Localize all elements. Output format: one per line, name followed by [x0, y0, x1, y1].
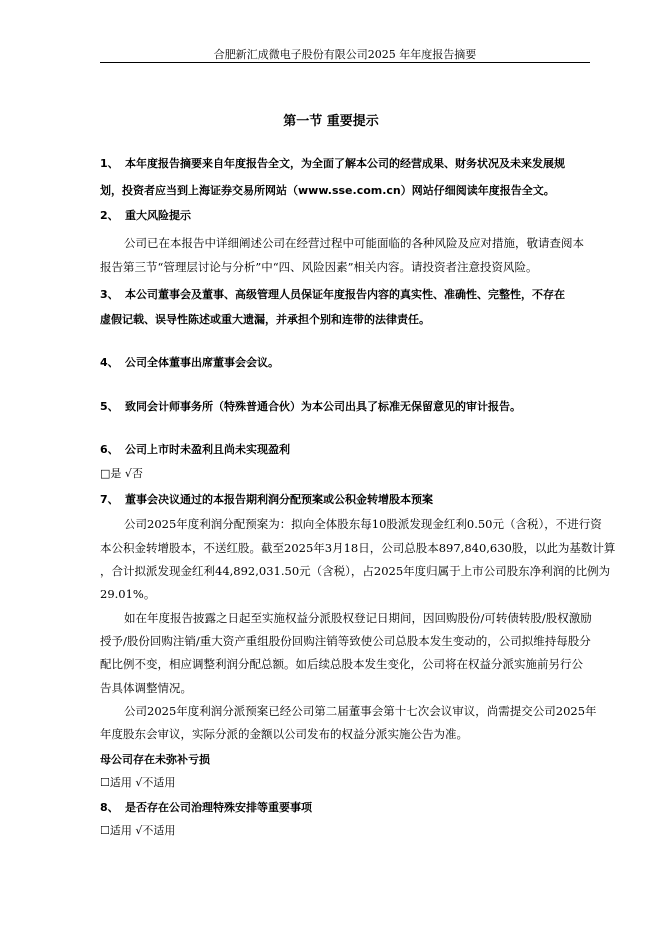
item-6-options: □是 √否 — [100, 467, 143, 480]
item-1-text-1: 本年度报告摘要来自年度报告全文，为全面了解本公司的经营成果、财务状况及未来发展规 — [125, 157, 565, 170]
item-7-p2-line-3: 配比例不变，相应调整利润分配总额。如后续总股本发生变化，公司将在权益分派实施前另行公 — [100, 657, 583, 671]
item-2-para-line-1: 公司已在本报告中详细阐述公司在经营过程中可能面临的各种风险及应对措施，敬请查阅本 — [124, 236, 584, 250]
item-6-heading — [100, 442, 290, 458]
item-4 — [100, 355, 279, 371]
item-5-text: 致同会计师事务所（特殊普通合伙）为本公司出具了标准无保留意见的审计报告。 — [125, 400, 521, 413]
item-8-options: ☐适用 √不适用 — [100, 824, 176, 837]
parent-deficit-title: 母公司存在未弥补亏损 — [100, 753, 210, 766]
parent-deficit-options: ☐适用 √不适用 — [100, 776, 176, 789]
item-1-line-1 — [100, 156, 565, 172]
item-1-number: 1、 — [100, 157, 119, 170]
page-header: 合肥新汇成微电子股份有限公司2025 年年度报告摘要 — [213, 48, 477, 61]
item-7-title: 董事会决议通过的本报告期利润分配预案或公积金转增股本预案 — [125, 493, 433, 506]
item-8-title: 是否存在公司治理特殊安排等重要事项 — [125, 801, 312, 814]
header-rule — [100, 62, 590, 63]
item-7-p3-line-1: 公司2025年度利润分派预案已经公司第二届董事会第十七次会议审议，尚需提交公司2025年 — [124, 704, 597, 718]
item-7-p1-line-3: ，合计拟派发现金红利44,892,031.50元（含税），占2025年度归属于上市公司股东净利润的比例为 — [100, 564, 611, 578]
item-6-number: 6、 — [100, 443, 119, 456]
item-6-title: 公司上市时未盈利且尚未实现盈利 — [125, 443, 290, 456]
item-3-line-2: 虚假记载、误导性陈述或重大遗漏，并承担个别和连带的法律责任。 — [100, 313, 430, 326]
item-7-p1-line-4: 29.01%。 — [100, 587, 156, 601]
item-8-heading — [100, 800, 312, 816]
item-7-p2-line-1: 如在年度报告披露之日起至实施权益分派股权登记日期间，因回购股份/可转债转股/股权激励 — [124, 611, 592, 625]
item-5-number: 5、 — [100, 400, 119, 413]
item-4-text: 公司全体董事出席董事会会议。 — [125, 356, 279, 369]
item-8-number: 8、 — [100, 801, 119, 814]
item-7-number: 7、 — [100, 493, 119, 506]
item-7-heading — [100, 492, 433, 508]
item-7-p2-line-4: 告具体调整情况。 — [100, 681, 192, 695]
item-2-title: 重大风险提示 — [125, 209, 191, 222]
item-7-p1-line-1: 公司2025年度利润分配预案为：拟向全体股东每10股派发现金红利0.50元（含税），不进行资 — [124, 517, 602, 531]
item-7-p2-line-2: 授予/股份回购注销/重大资产重组股份回购注销等致使公司总股本发生变动的，公司拟维持每股分 — [100, 634, 591, 648]
section-title: 第一节 重要提示 — [283, 114, 379, 129]
item-2-para-line-2: 报告第三节“管理层讨论与分析”中“四、风险因素”相关内容。请投资者注意投资风险。 — [100, 260, 538, 274]
item-4-number: 4、 — [100, 356, 119, 369]
item-3-text-1: 本公司董事会及董事、高级管理人员保证年度报告内容的真实性、准确性、完整性，不存在 — [125, 288, 565, 301]
item-1-line-2: 划，投资者应当到上海证券交易所网站（www.sse.com.cn）网站仔细阅读年度报告全文。 — [100, 184, 555, 197]
item-7-p1-line-2: 本公积金转增股本，不送红股。截至2025年3月18日，公司总股本897,840,630股，以此为基数计算 — [100, 541, 616, 555]
item-2-heading — [100, 208, 191, 224]
item-7-p3-line-2: 年度股东会审议，实际分派的金额以公司发布的权益分派实施公告为准。 — [100, 727, 468, 741]
item-3-number: 3、 — [100, 288, 119, 301]
item-3-line-1 — [100, 287, 565, 303]
item-5 — [100, 399, 521, 415]
item-2-number: 2、 — [100, 209, 119, 222]
